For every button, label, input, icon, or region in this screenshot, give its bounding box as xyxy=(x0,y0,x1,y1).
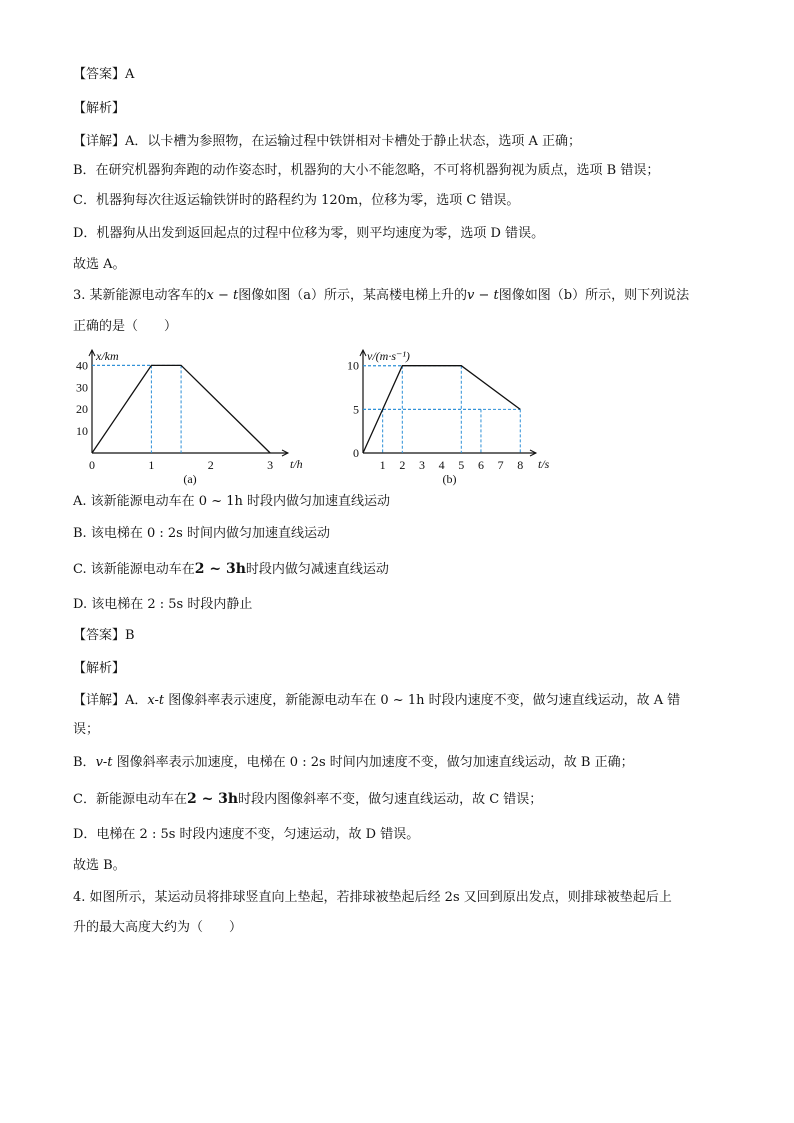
q2-answer-line xyxy=(73,66,134,84)
graph-b-vt xyxy=(335,340,555,490)
q3-option-c xyxy=(73,560,389,579)
q3-detail-a-prefix: A． xyxy=(125,693,148,708)
y-tick-label: 10 xyxy=(347,358,359,373)
q3-detail-a-cont: 误； xyxy=(73,722,100,737)
q3-detail-c xyxy=(73,790,542,809)
q3-detail-c-pre: C．新能源电动车在 xyxy=(73,792,187,807)
q3-stem-xt: x − t xyxy=(206,288,239,303)
q3-stem-line2: 正确的是（ ） xyxy=(73,319,178,334)
q3-stem-part3: 图像如图（b）所示，则下列说法 xyxy=(498,288,690,303)
q2-analysis-label: 【解析】 xyxy=(73,101,126,116)
y-axis-label: x/km xyxy=(96,349,119,363)
answer-label: 【答案】 xyxy=(73,67,126,82)
x-tick-label: 7 xyxy=(497,458,504,472)
q4-stem-line1: 4. 如图所示，某运动员将排球竖直向上垫起，若排球被垫起后经 2s 又回到原出发点，则排球被垫起后上 xyxy=(73,890,672,905)
q2-conclusion: 故选 A。 xyxy=(73,257,126,272)
x-tick-label: 3 xyxy=(418,458,425,472)
y-tick-label: 10 xyxy=(76,424,88,439)
y-tick-label: 5 xyxy=(353,402,359,417)
q3-detail-b xyxy=(73,754,634,772)
q3-detail-b-prefix: B． xyxy=(73,755,96,770)
x-tick-label: 1 xyxy=(148,458,155,472)
x-axis-label: t/h xyxy=(290,457,303,471)
y-tick-label: 20 xyxy=(76,402,88,417)
chart-caption: (b) xyxy=(442,472,457,486)
q3-detail-a-xt: x-t xyxy=(147,693,165,708)
y-tick-label: 30 xyxy=(76,380,88,395)
q2-detail-b: B．在研究机器狗奔跑的动作姿态时，机器狗的大小不能忽略，不可将机器狗视为质点，选项 B 错误； xyxy=(73,163,660,178)
q3-detail-b-vt: v-t xyxy=(95,755,113,770)
q2-detail-a xyxy=(73,133,581,151)
data-line xyxy=(92,365,270,453)
y-tick-label: 40 xyxy=(76,358,88,373)
answer-label-q3: 【答案】 xyxy=(73,628,126,643)
data-line xyxy=(363,366,520,453)
q3-detail-a-text: 图像斜率表示速度，新能源电动车在 0 ~ 1h 时段内速度不变，做匀速直线运动，故 A 错 xyxy=(164,693,681,708)
q3-conclusion: 故选 B。 xyxy=(73,858,126,873)
q3-option-b: B. 该电梯在 0 : 2s 时间内做匀加速直线运动 xyxy=(73,526,330,541)
q3-detail-d: D．电梯在 2 : 5s 时段内速度不变，匀速运动，故 D 错误。 xyxy=(73,827,420,842)
detail-label-q3: 【详解】 xyxy=(73,693,126,708)
x-tick-label: 2 xyxy=(399,458,406,472)
q3-detail-c-math: 2 ~ 3h xyxy=(186,791,239,807)
q3-option-c-pre: C. 该新能源电动车在 xyxy=(73,562,195,577)
x-tick-label: 6 xyxy=(477,458,484,472)
detail-label: 【详解】 xyxy=(73,134,126,149)
q4-stem-line2: 升的最大高度大约为（ ） xyxy=(73,920,243,935)
chart-caption: (a) xyxy=(183,472,197,486)
q3-answer-line xyxy=(73,627,135,645)
origin-label: 0 xyxy=(353,446,359,460)
q2-detail-a-text: A．以卡槽为参照物，在运输过程中铁饼相对卡槽处于静止状态，选项 A 正确； xyxy=(125,134,582,149)
q3-option-c-math: 2 ~ 3h xyxy=(194,561,246,577)
x-tick-label: 0 xyxy=(89,458,95,472)
q2-answer-value: A xyxy=(125,67,135,82)
q3-option-a: A. 该新能源电动车在 0 ~ 1h 时段内做匀加速直线运动 xyxy=(73,494,390,509)
q3-detail-b-text: 图像斜率表示加速度，电梯在 0 : 2s 时间内加速度不变，做匀加速直线运动，故 B 正确； xyxy=(112,755,634,770)
graph-a-xt xyxy=(70,340,310,490)
x-tick-label: 8 xyxy=(517,458,524,472)
x-axis-label: t/s xyxy=(538,457,550,471)
q3-stem-part1: 3. 某新能源电动客车的 xyxy=(73,288,207,303)
x-tick-label: 1 xyxy=(379,458,386,472)
q3-option-d: D. 该电梯在 2 : 5s 时段内静止 xyxy=(73,597,253,612)
x-tick-label: 2 xyxy=(207,458,214,472)
q3-option-c-post: 时段内做匀减速直线运动 xyxy=(245,562,389,577)
q3-detail-c-post: 时段内图像斜率不变，做匀速直线运动，故 C 错误； xyxy=(238,792,543,807)
q3-stem-line1 xyxy=(73,287,689,305)
x-tick-label: 5 xyxy=(458,458,465,472)
q2-detail-d: D．机器狗从出发到返回起点的过程中位移为零，则平均速度为零，选项 D 错误。 xyxy=(73,226,545,241)
q3-detail-a xyxy=(73,692,680,710)
q3-analysis-label: 【解析】 xyxy=(73,661,126,676)
x-tick-label: 3 xyxy=(267,458,274,472)
y-axis-label: v/(m·s⁻¹) xyxy=(367,349,410,363)
q3-answer-value: B xyxy=(125,628,135,643)
x-tick-label: 4 xyxy=(438,458,445,472)
q2-detail-c: C．机器狗每次往返运输铁饼时的路程约为 120m，位移为零，选项 C 错误。 xyxy=(73,193,520,208)
q3-stem-part2: 图像如图（a）所示，某高楼电梯上升的 xyxy=(238,288,468,303)
q3-stem-vt: v − t xyxy=(467,288,499,303)
